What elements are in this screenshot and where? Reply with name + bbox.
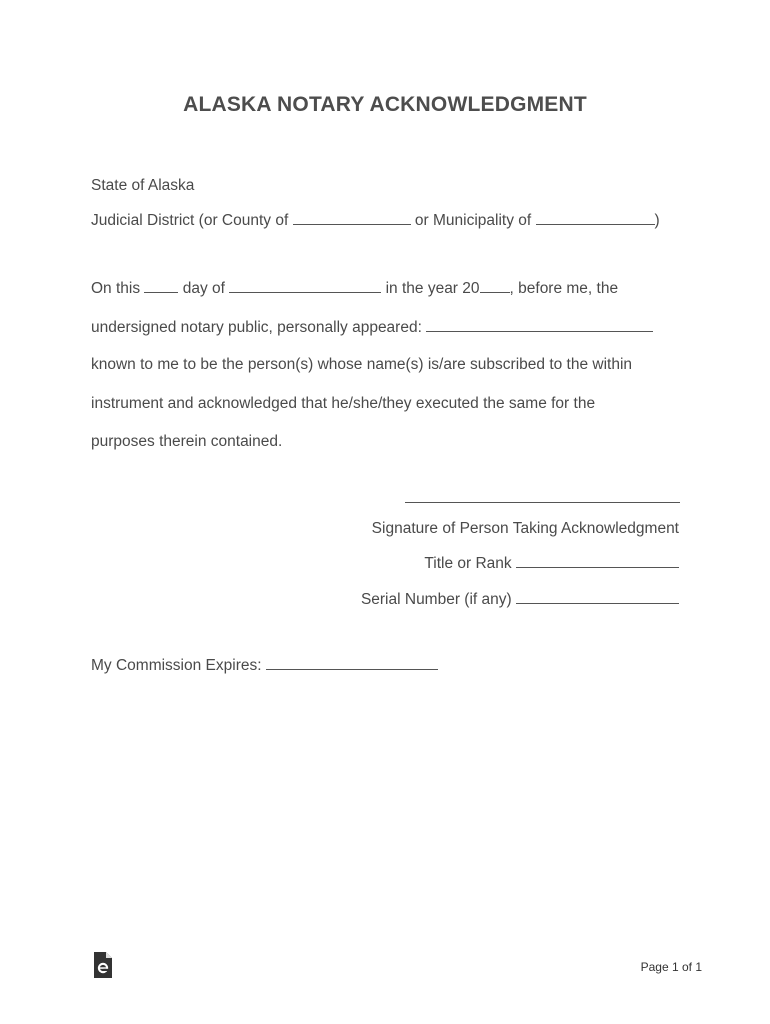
day-blank[interactable]: [144, 278, 178, 293]
title-rank-label: Title or Rank: [424, 555, 512, 572]
district-middle: or Municipality of: [414, 212, 532, 229]
commission-label: My Commission Expires:: [91, 657, 262, 674]
eforms-logo-icon: [93, 952, 113, 978]
document-title: ALASKA NOTARY ACKNOWLEDGMENT: [183, 93, 587, 116]
year-blank[interactable]: [480, 278, 510, 293]
title-rank-blank[interactable]: [516, 553, 679, 568]
signature-label: Signature of Person Taking Acknowledgment: [371, 520, 679, 537]
month-blank[interactable]: [229, 278, 381, 293]
signature-blank[interactable]: [405, 502, 680, 503]
on-this-text: On this: [91, 280, 141, 297]
appeared-text: undersigned notary public, personally appeared:: [91, 319, 422, 336]
district-prefix: Judicial District (or County of: [91, 212, 289, 229]
title-rank-line: [424, 553, 679, 574]
day-of-text: day of: [182, 280, 225, 297]
commission-blank[interactable]: [266, 655, 438, 670]
commission-line: [91, 655, 438, 676]
municipality-blank[interactable]: [536, 210, 655, 225]
district-line: [91, 210, 660, 231]
appeared-line: [91, 317, 653, 338]
date-line: [91, 278, 618, 299]
body-line-4: instrument and acknowledged that he/she/they executed the same for the: [91, 395, 596, 412]
year-text: in the year 20: [385, 280, 480, 297]
serial-blank[interactable]: [516, 589, 679, 604]
county-blank[interactable]: [293, 210, 411, 225]
body-line-5: purposes therein contained.: [91, 433, 283, 450]
person-name-blank[interactable]: [426, 317, 653, 332]
page-number: Page 1 of 1: [640, 960, 702, 974]
serial-line: [361, 589, 679, 610]
serial-label: Serial Number (if any): [360, 591, 512, 608]
body-line-3: known to me to be the person(s) whose name(s) is/are subscribed to the within: [91, 356, 633, 373]
state-line: State of Alaska: [91, 177, 195, 194]
district-suffix: ): [654, 212, 660, 229]
before-me-text: , before me, the: [509, 280, 619, 297]
